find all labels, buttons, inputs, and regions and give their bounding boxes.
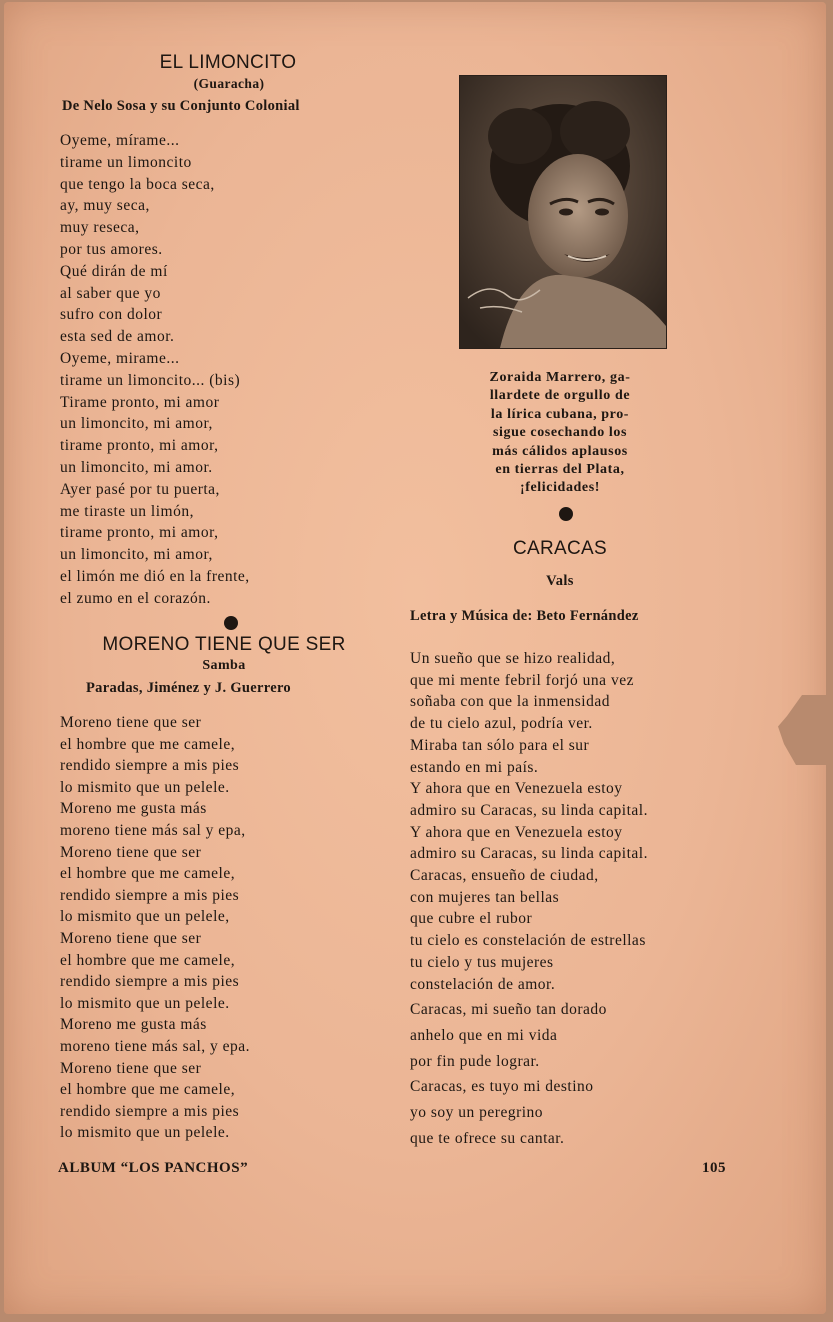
song-genre-guaracha: (Guaracha) [193, 76, 265, 91]
lyric-line: Caracas, es tuyo mi destino [410, 1078, 594, 1096]
lyric-line: moreno tiene más sal y epa, [60, 821, 246, 839]
song-title-caracas: CARACAS [513, 538, 607, 559]
song-genre-vals: Vals [546, 573, 574, 589]
lyric-line: Moreno tiene que ser [60, 843, 202, 861]
lyric-line: Ayer pasé por tu puerta, [60, 480, 220, 498]
lyric-line: anhelo que en mi vida [410, 1026, 558, 1044]
lyric-line: por tus amores. [60, 240, 163, 258]
song-credit-el-limoncito: De Nelo Sosa y su Conjunto Colonial [62, 98, 300, 114]
lyric-line: muy reseca, [60, 219, 140, 237]
lyric-line: el hombre que me camele, [60, 735, 236, 753]
lyric-line: Qué dirán de mí [60, 262, 168, 280]
lyric-line: rendido siempre a mis pies [60, 757, 240, 775]
lyric-line: rendido siempre a mis pies [60, 973, 240, 991]
song-credit-moreno: Paradas, Jiménez y J. Guerrero [86, 680, 291, 696]
song-credit-caracas: Letra y Música de: Beto Fernández [410, 608, 639, 624]
lyric-line: Miraba tan sólo para el sur [410, 736, 590, 754]
lyric-line: Moreno tiene que ser [60, 929, 202, 947]
lyric-line: moreno tiene más sal, y epa. [60, 1037, 251, 1055]
lyric-line: admiro su Caracas, su linda capital. [410, 801, 648, 819]
lyric-line: lo mismito que un pelele. [60, 994, 230, 1012]
caption-line: llardete de orgullo de [489, 388, 631, 404]
lyric-line: Moreno tiene que ser [60, 714, 202, 731]
lyric-line: Oyeme, mírame... [60, 132, 180, 149]
lyric-line: tirame pronto, mi amor, [60, 524, 219, 542]
lyric-line: tu cielo es constelación de estrellas [410, 932, 646, 950]
lyrics-moreno-tiene-que-ser [60, 712, 250, 1144]
lyrics-caracas [410, 648, 648, 1149]
songbook-page [4, 2, 826, 1314]
caption-line: ¡felicidades! [519, 480, 601, 496]
lyric-line: constelación de amor. [410, 975, 556, 993]
lyric-line: al saber que yo [60, 284, 161, 302]
lyric-line: estando en mi país. [410, 758, 539, 776]
lyric-line: Moreno me gusta más [60, 1016, 207, 1034]
lyric-line: un limoncito, mi amor, [60, 546, 213, 564]
lyric-line: admiro su Caracas, su linda capital. [410, 845, 648, 863]
lyric-line: tirame pronto, mi amor, [60, 437, 219, 455]
lyric-line: de tu cielo azul, podría ver. [410, 715, 593, 733]
lyric-line: lo mismito que un pelele, [60, 908, 230, 926]
caption-line: en tierras del Plata, [495, 462, 625, 478]
photo-caption [434, 369, 686, 498]
lyric-line: soñaba con que la inmensidad [410, 693, 610, 711]
lyric-line: un limoncito, mi amor. [60, 458, 213, 476]
lyric-line: tirame un limoncito... (bis) [60, 371, 241, 389]
song-title-el-limoncito: EL LIMONCITO [159, 52, 297, 73]
lyric-line: Tirame pronto, mi amor [60, 393, 220, 411]
lyric-line: lo mismito que un pelele. [60, 1124, 230, 1142]
caption-line: Zoraida Marrero, ga- [489, 370, 631, 385]
lyric-line: el limón me dió en la frente, [60, 567, 250, 585]
lyric-line: el hombre que me camele, [60, 1081, 236, 1099]
lyric-line: por fin pude lograr. [410, 1052, 540, 1070]
lyric-line: Caracas, mi sueño tan dorado [410, 1001, 607, 1019]
lyric-line: que tengo la boca seca, [60, 175, 215, 193]
lyric-line: lo mismito que un pelele. [60, 778, 230, 796]
lyric-line: el hombre que me camele, [60, 951, 236, 969]
album-footer: ALBUM “LOS PANCHOS” [58, 1160, 249, 1176]
portrait-image [460, 76, 666, 348]
song-title-moreno-tiene-que-ser: MORENO TIENE QUE SER [102, 634, 346, 655]
lyric-line: ay, muy seca, [60, 197, 150, 215]
lyric-line: Moreno me gusta más [60, 800, 207, 818]
lyric-line: me tiraste un limón, [60, 502, 194, 520]
lyric-line: que mi mente febril forjó una vez [410, 671, 634, 689]
lyric-line: Un sueño que se hizo realidad, [410, 650, 616, 667]
lyric-line: Moreno tiene que ser [60, 1059, 202, 1077]
lyric-line: sufro con dolor [60, 306, 163, 324]
section-bullet [224, 616, 238, 630]
lyric-line: un limoncito, mi amor, [60, 415, 213, 433]
lyric-line: que cubre el rubor [410, 910, 533, 928]
lyric-line: yo soy un peregrino [410, 1104, 544, 1122]
lyric-line: tu cielo y tus mujeres [410, 953, 554, 971]
section-bullet [559, 507, 573, 521]
lyric-line: tirame un limoncito [60, 153, 192, 171]
lyric-line: esta sed de amor. [60, 328, 175, 346]
lyric-line: el zumo en el corazón. [60, 589, 211, 607]
lyric-line: rendido siempre a mis pies [60, 1102, 240, 1120]
lyric-line: rendido siempre a mis pies [60, 886, 240, 904]
lyric-line: Y ahora que en Venezuela estoy [410, 823, 623, 841]
caption-line: la lírica cubana, pro- [490, 406, 630, 422]
caption-line: sigue cosechando los [492, 425, 628, 441]
portrait-photo [459, 75, 667, 349]
lyric-line: Caracas, ensueño de ciudad, [410, 867, 599, 885]
lyrics-el-limoncito [60, 130, 250, 610]
caption-line: más cálidos aplausos [492, 443, 628, 459]
page-number: 105 [702, 1160, 726, 1176]
lyric-line: el hombre que me camele, [60, 865, 236, 883]
song-genre-samba: Samba [202, 658, 246, 673]
lyric-line: que te ofrece su cantar. [410, 1129, 565, 1147]
lyric-line: Oyeme, mirame... [60, 349, 180, 367]
lyric-line: Y ahora que en Venezuela estoy [410, 780, 623, 798]
lyric-line: con mujeres tan bellas [410, 888, 560, 906]
